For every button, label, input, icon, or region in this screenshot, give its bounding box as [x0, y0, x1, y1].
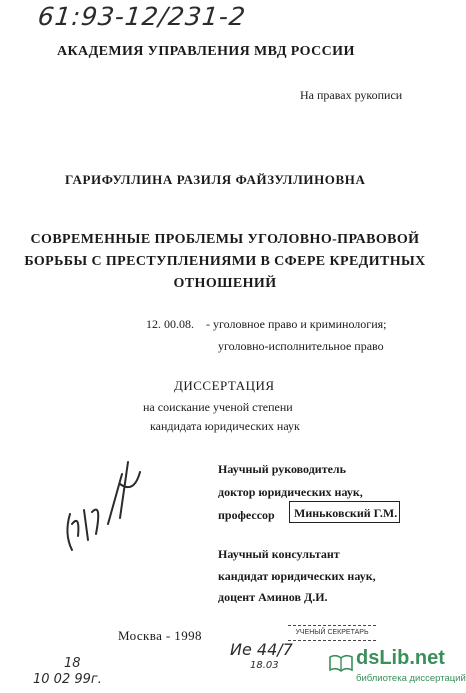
watermark-caption: библиотека диссертаций — [356, 673, 466, 684]
stamp: УЧЕНЫЙ СЕКРЕТАРЬ — [288, 625, 376, 641]
specialty-line: уголовно-исполнительное право — [218, 339, 384, 353]
rights-note: На правах рукописи — [300, 88, 403, 102]
book-icon — [328, 653, 354, 673]
supervisor-name: Миньковский Г.М. — [294, 506, 398, 520]
author-name: ГАРИФУЛЛИНА РАЗИЛЯ ФАЙЗУЛЛИНОВНА — [65, 172, 366, 187]
watermark[interactable] — [328, 645, 466, 689]
watermark-logo: dsLib.net — [356, 647, 445, 669]
supervisor-degree: доктор юридических наук, — [218, 485, 363, 499]
dissertation-heading: ДИССЕРТАЦИЯ — [174, 378, 275, 393]
handwritten-signature — [58, 454, 148, 564]
title-line: ОТНОШЕНИЙ — [173, 276, 277, 291]
title-line: СОВРЕМЕННЫЕ ПРОБЛЕМЫ УГОЛОВНО-ПРАВОВОЙ — [30, 232, 420, 247]
handwritten-note: 18 — [64, 656, 81, 671]
degree-line: на соискание ученой степени — [143, 400, 293, 414]
handwritten-note: 18.03 — [250, 660, 279, 671]
title-line: БОРЬБЫ С ПРЕСТУПЛЕНИЯМИ В СФЕРЕ КРЕДИТНЫХ — [24, 254, 426, 269]
degree-line: кандидата юридических наук — [150, 419, 300, 433]
consultant-name: доцент Аминов Д.И. — [218, 590, 328, 604]
city-year: Москва - 1998 — [118, 628, 202, 643]
organization-name: АКАДЕМИЯ УПРАВЛЕНИЯ МВД РОССИИ — [57, 44, 355, 59]
handwritten-date: 10 02 99г. — [33, 672, 102, 687]
supervisor-role: Научный руководитель — [218, 462, 346, 476]
specialty-code: 12. 00.08. — [146, 317, 194, 331]
supervisor-title: профессор — [218, 508, 275, 522]
handwritten-note: Ие 44/7 — [230, 640, 293, 659]
specialty-line: - уголовное право и криминология; — [206, 317, 387, 331]
consultant-role: Научный консультант — [218, 547, 340, 561]
consultant-degree: кандидат юридических наук, — [218, 569, 376, 583]
archive-number: 61:93-12/231-2 — [36, 2, 248, 31]
